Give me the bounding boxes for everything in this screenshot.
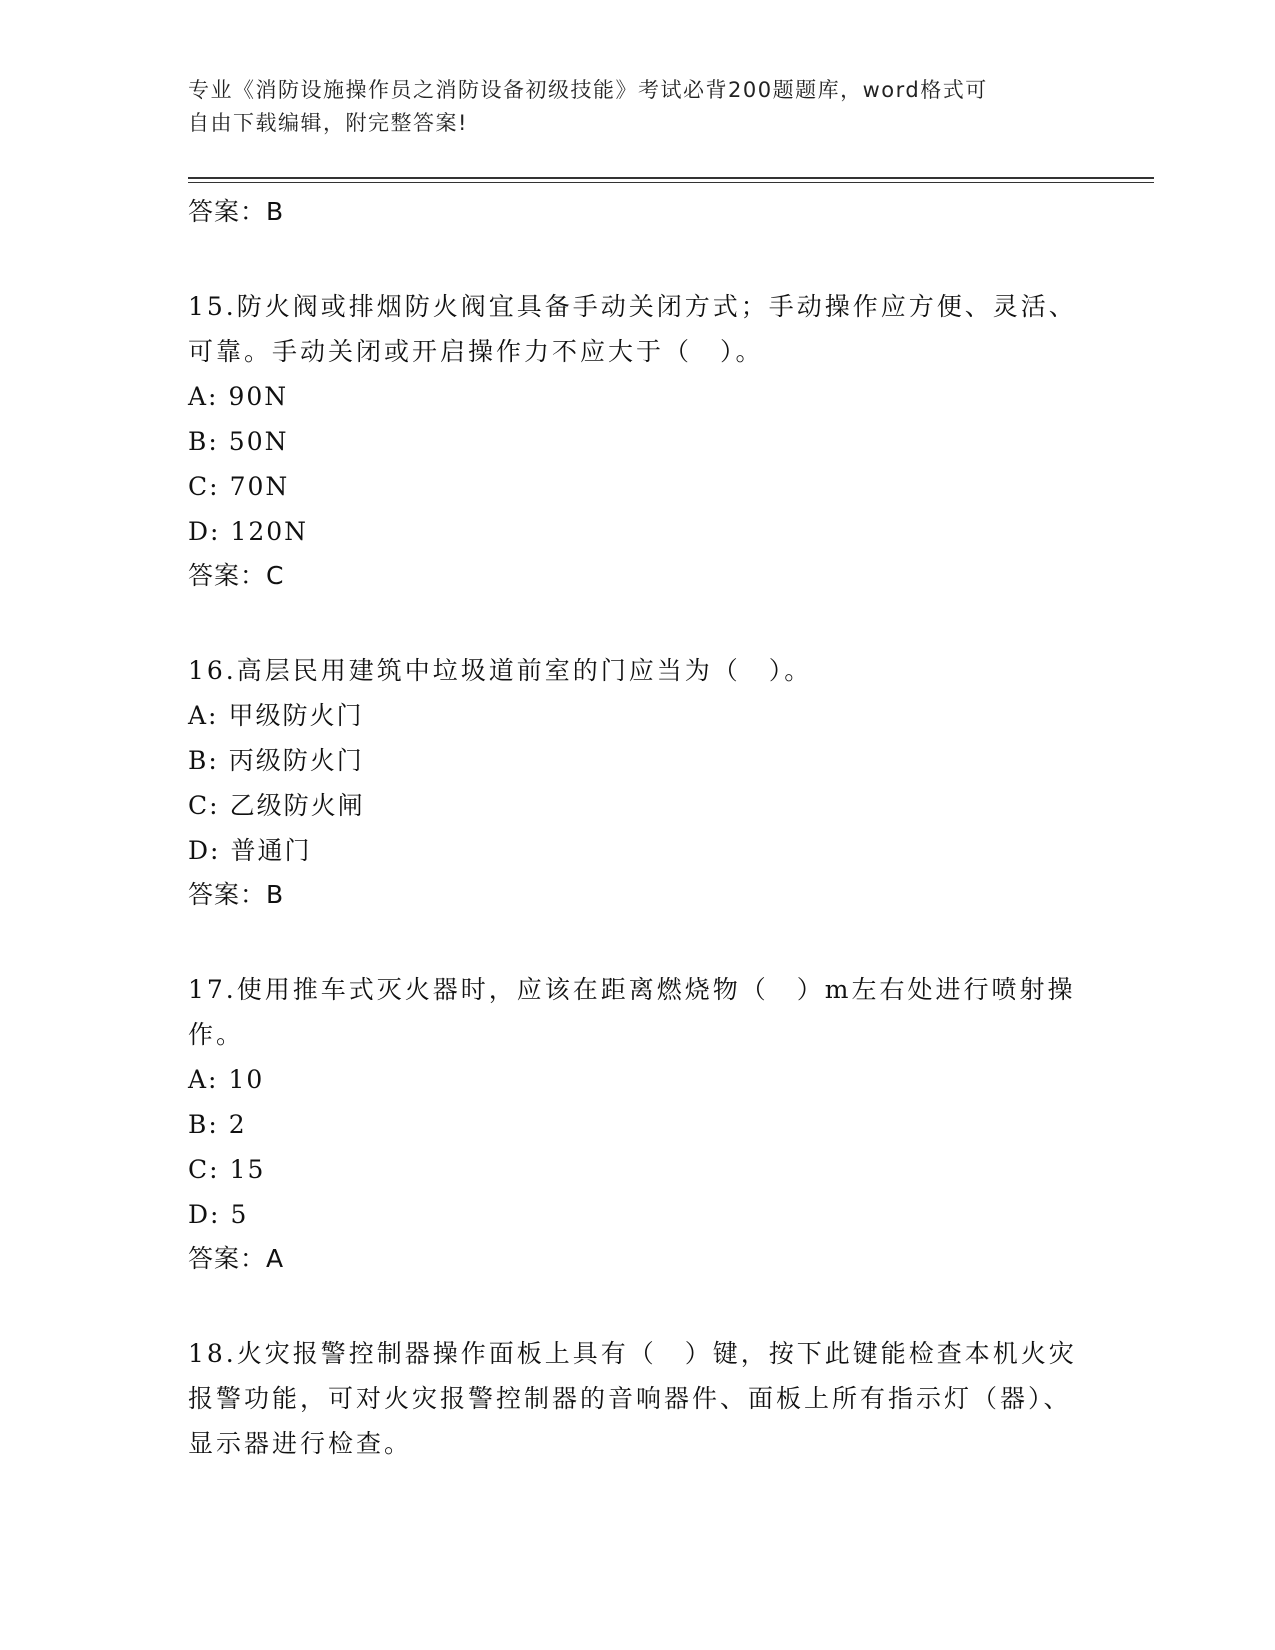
answer-line: 答案：A (188, 1244, 285, 1273)
option-key: C: (188, 1155, 220, 1184)
header-rule-thin (188, 182, 1154, 183)
option-d (188, 1192, 1088, 1237)
option-b (188, 419, 1088, 464)
option-key: B: (188, 1110, 219, 1139)
header-line-2: 自由下载编辑，附完整答案! (188, 111, 468, 135)
question-block (188, 284, 1088, 598)
option-b (188, 1102, 1088, 1147)
option-key: D: (188, 1200, 221, 1229)
question-text: 15.防火阀或排烟防火阀宜具备手动关闭方式；手动操作应方便、灵活、可靠。手动关闭或开启操作力不应大于（ ）。 (188, 292, 1077, 366)
option-value: 15 (229, 1155, 266, 1184)
question-block (188, 967, 1088, 1281)
option-b (188, 738, 1088, 783)
option-a (188, 374, 1088, 419)
option-key: A: (188, 382, 219, 411)
option-a (188, 1057, 1088, 1102)
option-value: 90N (228, 382, 289, 411)
question-text: 17.使用推车式灭火器时，应该在距离燃烧物（ ）m左右处进行喷射操作。 (188, 975, 1076, 1049)
option-value: 2 (228, 1110, 247, 1139)
option-key: D: (188, 836, 221, 865)
option-value: 甲级防火门 (228, 701, 364, 730)
option-key: D: (188, 517, 221, 546)
question-block (188, 648, 1088, 917)
option-key: C: (188, 791, 220, 820)
option-value: 5 (230, 1200, 249, 1229)
answer-line: 答案：B (188, 197, 285, 226)
document-header (188, 74, 1068, 140)
option-key: C: (188, 472, 220, 501)
option-key: A: (188, 701, 219, 730)
option-d (188, 509, 1088, 554)
option-c (188, 783, 1088, 828)
answer-line: 答案：B (188, 880, 285, 909)
header-line-1: 专业《消防设施操作员之消防设备初级技能》考试必背200题题库，word格式可 (188, 78, 988, 102)
option-value: 50N (228, 427, 289, 456)
option-d (188, 828, 1088, 873)
option-value: 120N (230, 517, 309, 546)
option-value: 70N (229, 472, 290, 501)
option-c (188, 1147, 1088, 1192)
question-text: 16.高层民用建筑中垃圾道前室的门应当为（ ）。 (188, 656, 813, 685)
option-key: A: (188, 1065, 219, 1094)
option-value: 10 (228, 1065, 265, 1094)
option-key: B: (188, 746, 219, 775)
option-a (188, 693, 1088, 738)
option-key: B: (188, 427, 219, 456)
question-list (188, 190, 1088, 1466)
answer-line: 答案：C (188, 561, 285, 590)
option-c (188, 464, 1088, 509)
question-text: 18.火灾报警控制器操作面板上具有（ ）键，按下此键能检查本机火灾报警功能，可对火灾报警控制器的音响器件、面板上所有指示灯（器）、显示器进行检查。 (188, 1339, 1077, 1458)
question-block (188, 1331, 1088, 1466)
option-value: 丙级防火门 (228, 746, 364, 775)
option-value: 乙级防火闸 (229, 791, 365, 820)
option-value: 普通门 (230, 836, 312, 865)
header-rule-thick (188, 177, 1154, 179)
